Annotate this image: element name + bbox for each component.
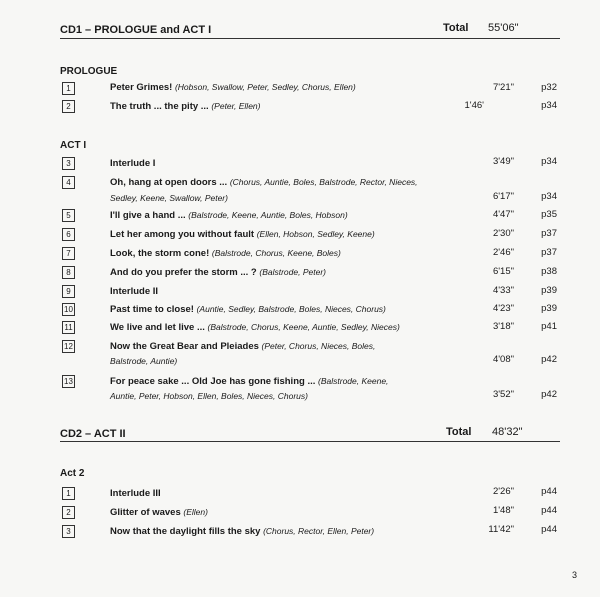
cd2-total-label: Total xyxy=(446,426,472,438)
track-page: p37 xyxy=(541,228,557,239)
cd2-rule xyxy=(60,441,560,442)
track-line xyxy=(110,304,386,315)
track-time: 11'42" xyxy=(488,524,514,535)
track-number-box: 6 xyxy=(62,228,75,241)
track-line xyxy=(110,101,260,112)
track-line xyxy=(110,286,158,297)
track-cast: (Peter, Ellen) xyxy=(211,101,261,111)
track-cast: (Balstrode, Peter) xyxy=(259,267,326,277)
track-time: 2'30" xyxy=(492,228,514,239)
cd1-total-value: 55'06" xyxy=(488,22,519,34)
track-page: p39 xyxy=(541,303,557,314)
track-title: Glitter of waves xyxy=(110,507,181,518)
track-number-box: 8 xyxy=(62,266,75,279)
track-line xyxy=(110,248,341,259)
track-title: Look, the storm cone! xyxy=(110,248,210,259)
track-time: 4'23" xyxy=(492,303,514,314)
track-title: And do you prefer the storm ... ? xyxy=(110,267,257,278)
section-prologue: PROLOGUE xyxy=(60,66,118,77)
track-cast: (Balstrode, Keene, xyxy=(318,376,389,386)
track-time: 6'15" xyxy=(492,266,514,277)
track-number-box: 1 xyxy=(62,487,75,500)
cd1-rule xyxy=(60,38,560,39)
track-title: I'll give a hand ... xyxy=(110,210,186,221)
cd2-total-value: 48'32" xyxy=(492,426,523,438)
track-cast: (Balstrode, Chorus, Keene, Boles) xyxy=(211,248,341,258)
track-title: Interlude III xyxy=(110,488,161,499)
track-cast-continued: Balstrode, Auntie) xyxy=(110,356,178,366)
track-line xyxy=(110,158,155,169)
track-time: 2'46" xyxy=(492,247,514,258)
track-page: p34 xyxy=(541,156,557,167)
track-line xyxy=(110,376,388,387)
track-number-box: 7 xyxy=(62,247,75,260)
track-line xyxy=(110,322,400,333)
cd1-total-label: Total xyxy=(443,22,469,34)
track-line xyxy=(110,526,374,537)
track-number-box: 9 xyxy=(62,285,75,298)
track-page: p44 xyxy=(541,524,557,535)
track-page: p34 xyxy=(541,191,557,202)
cd2-heading: CD2 – ACT II xyxy=(60,428,126,440)
track-number-box: 10 xyxy=(62,303,75,316)
track-time: 4'08" xyxy=(492,354,514,365)
track-page: p32 xyxy=(541,82,557,93)
track-cast-continued: Auntie, Peter, Hobson, Ellen, Boles, Nieces, Chorus) xyxy=(110,391,308,401)
track-time: 1'46' xyxy=(464,100,484,111)
section-act-i: ACT I xyxy=(60,140,87,151)
track-cast: (Balstrode, Chorus, Keene, Auntie, Sedley, Nieces) xyxy=(207,322,400,332)
track-cast: (Chorus, Rector, Ellen, Peter) xyxy=(263,526,375,536)
track-cast: (Chorus, Auntie, Boles, Balstrode, Rector, Nieces, xyxy=(229,177,418,187)
track-number-box: 11 xyxy=(62,321,75,334)
track-title: Past time to close! xyxy=(110,304,194,315)
track-title: The truth ... the pity ... xyxy=(110,101,209,112)
track-title: Interlude I xyxy=(110,158,156,169)
track-number-box: 1 xyxy=(62,82,75,95)
track-page: p42 xyxy=(541,389,557,400)
track-cast: (Balstrode, Keene, Auntie, Boles, Hobson) xyxy=(188,210,348,220)
track-time: 1'48" xyxy=(492,505,514,516)
track-page: p42 xyxy=(541,354,557,365)
section-act-2: Act 2 xyxy=(60,468,85,479)
track-time: 3'49" xyxy=(492,156,514,167)
track-number-box: 4 xyxy=(62,176,75,189)
track-title: We live and let live ... xyxy=(110,322,205,333)
track-cast: (Ellen, Hobson, Sedley, Keene) xyxy=(256,229,375,239)
track-line xyxy=(110,177,418,188)
track-line xyxy=(110,267,326,278)
track-line xyxy=(110,488,161,499)
track-line xyxy=(110,229,375,240)
track-number-box: 5 xyxy=(62,209,75,222)
track-page: p44 xyxy=(541,486,557,497)
track-number-box: 3 xyxy=(62,157,75,170)
track-number-box: 13 xyxy=(62,375,75,388)
cd1-heading: CD1 – PROLOGUE and ACT I xyxy=(60,24,212,36)
track-time: 7'21" xyxy=(492,82,514,93)
track-line xyxy=(110,82,356,93)
track-time: 2'26" xyxy=(492,486,514,497)
track-page: p44 xyxy=(541,505,557,516)
track-time: 6'17" xyxy=(492,191,514,202)
track-line xyxy=(110,210,348,221)
track-number-box: 2 xyxy=(62,100,75,113)
track-number-box: 3 xyxy=(62,525,75,538)
track-time: 3'52" xyxy=(492,389,514,400)
track-time: 4'33" xyxy=(492,285,514,296)
track-page: p34 xyxy=(541,100,557,111)
track-title: Let her among you without fault xyxy=(110,229,255,240)
track-title: For peace sake ... Old Joe has gone fishing ... xyxy=(110,376,316,387)
track-cast: (Auntie, Sedley, Balstrode, Boles, Nieces, Chorus) xyxy=(196,304,386,314)
track-title: Now that the daylight fills the sky xyxy=(110,526,261,537)
track-title: Oh, hang at open doors ... xyxy=(110,177,228,188)
track-page: p38 xyxy=(541,266,557,277)
track-cast-continued: Sedley, Keene, Swallow, Peter) xyxy=(110,193,228,203)
track-line xyxy=(110,507,208,518)
track-page: p41 xyxy=(541,321,557,332)
track-cast: (Ellen) xyxy=(183,507,208,517)
track-title: Interlude II xyxy=(110,286,159,297)
track-page: p39 xyxy=(541,285,557,296)
track-title: Now the Great Bear and Pleiades xyxy=(110,341,259,352)
track-number-box: 12 xyxy=(62,340,75,353)
track-page: p35 xyxy=(541,209,557,220)
track-number-box: 2 xyxy=(62,506,75,519)
page-number: 3 xyxy=(572,570,578,580)
track-page: p37 xyxy=(541,247,557,258)
track-cast: (Hobson, Swallow, Peter, Sedley, Chorus, Ellen) xyxy=(174,82,356,92)
track-line xyxy=(110,341,375,352)
track-time: 3'18" xyxy=(492,321,514,332)
track-title: Peter Grimes! xyxy=(110,82,173,93)
track-time: 4'47" xyxy=(492,209,514,220)
track-cast: (Peter, Chorus, Nieces, Boles, xyxy=(261,341,376,351)
